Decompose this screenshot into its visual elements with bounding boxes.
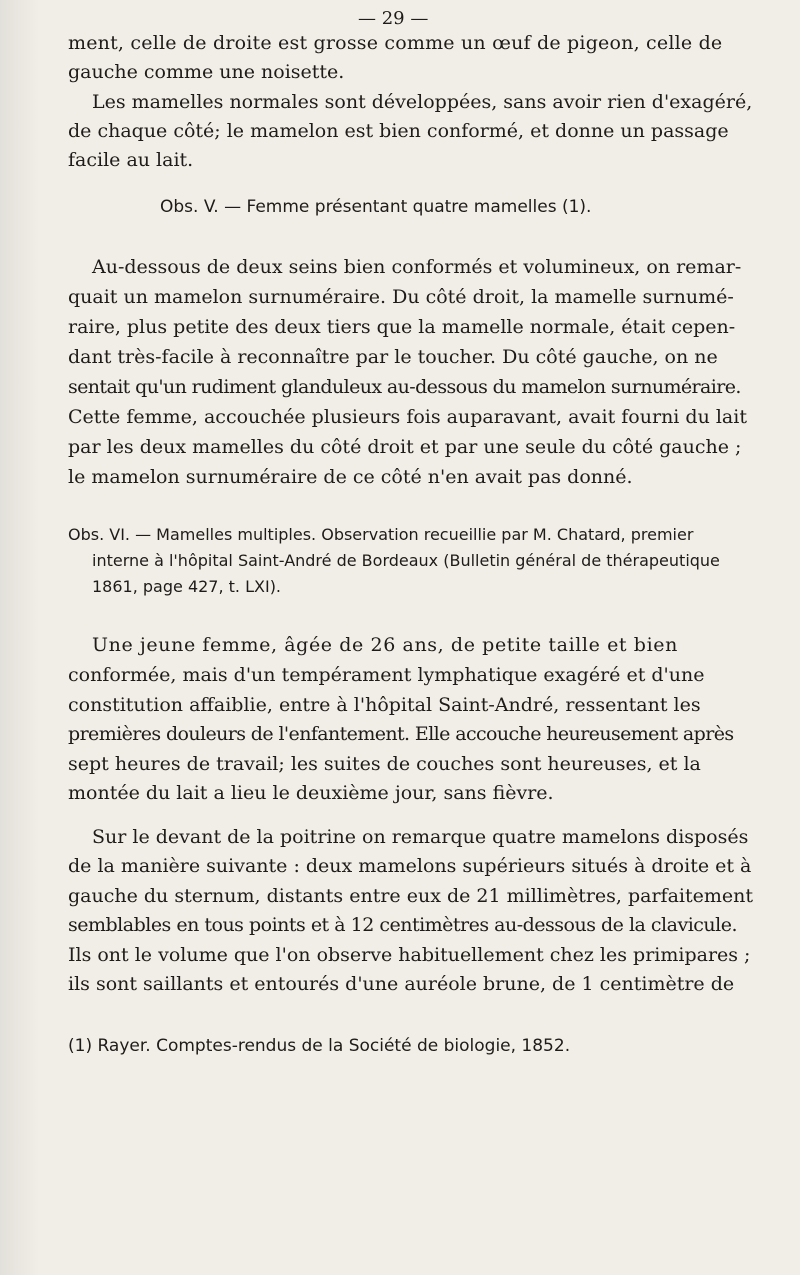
text-line: Obs. VI. — Mamelles multiples. Observation recueillie par M. Chatard, premier [68, 525, 694, 544]
text-line: Au-dessous de deux seins bien conformés et volumineux, on remar- [92, 256, 742, 278]
text-line: constitution affaiblie, entre à l'hôpital Saint-André, ressentant les [68, 694, 701, 716]
text-line: de chaque côté; le mamelon est bien conformé, et donne un passage [68, 120, 729, 142]
text-line: Les mamelles normales sont développées, sans avoir rien d'exagéré, [92, 91, 753, 113]
text-line: sept heures de travail; les suites de couches sont heureuses, et la [68, 753, 701, 775]
text-line: Sur le devant de la poitrine on remarque quatre mamelons disposés [92, 826, 749, 848]
text-line: par les deux mamelles du côté droit et par une seule du côté gauche ; [68, 436, 742, 458]
text-line: le mamelon surnuméraire de ce côté n'en avait pas donné. [68, 466, 633, 488]
text-line: sentait qu'un rudiment glanduleux au-dessous du mamelon surnuméraire. [68, 376, 741, 398]
text-line: de la manière suivante : deux mamelons supérieurs situés à droite et à [68, 855, 752, 877]
text-line: semblables en tous points et à 12 centimètres au-dessous de la clavicule. [68, 914, 738, 936]
text-line: Cette femme, accouchée plusieurs fois auparavant, avait fourni du lait [68, 406, 747, 428]
text-line: ment, celle de droite est grosse comme un œuf de pigeon, celle de [68, 32, 723, 54]
text-line: montée du lait a lieu le deuxième jour, sans fièvre. [68, 782, 554, 804]
text-line: gauche comme une noisette. [68, 61, 345, 83]
text-line: dant très-facile à reconnaître par le toucher. Du côté gauche, on ne [68, 346, 718, 368]
text-line: Une jeune femme, âgée de 26 ans, de petite taille et bien [92, 634, 678, 656]
text-line: quait un mamelon surnuméraire. Du côté droit, la mamelle surnumé- [68, 286, 734, 308]
text-line: raire, plus petite des deux tiers que la mamelle normale, était cepen- [68, 316, 736, 338]
page-number: — 29 — [358, 8, 429, 29]
text-line: facile au lait. [68, 149, 194, 171]
footnote: (1) Rayer. Comptes-rendus de la Société de biologie, 1852. [68, 1036, 571, 1056]
text-line: 1861, page 427, t. LXI). [92, 577, 282, 596]
text-line: gauche du sternum, distants entre eux de 21 millimètres, parfaitement [68, 885, 754, 907]
text-line: Ils ont le volume que l'on observe habituellement chez les primipares ; [68, 944, 751, 966]
text-line: interne à l'hôpital Saint-André de Bordeaux (Bulletin général de thérapeutique [92, 551, 720, 570]
text-line: conformée, mais d'un tempérament lymphatique exagéré et d'une [68, 664, 705, 686]
observation-heading: Obs. V. — Femme présentant quatre mamelles (1). [160, 197, 592, 217]
text-line: premières douleurs de l'enfantement. Elle accouche heureusement après [68, 723, 734, 745]
text-line: ils sont saillants et entourés d'une auréole brune, de 1 centimètre de [68, 973, 735, 995]
